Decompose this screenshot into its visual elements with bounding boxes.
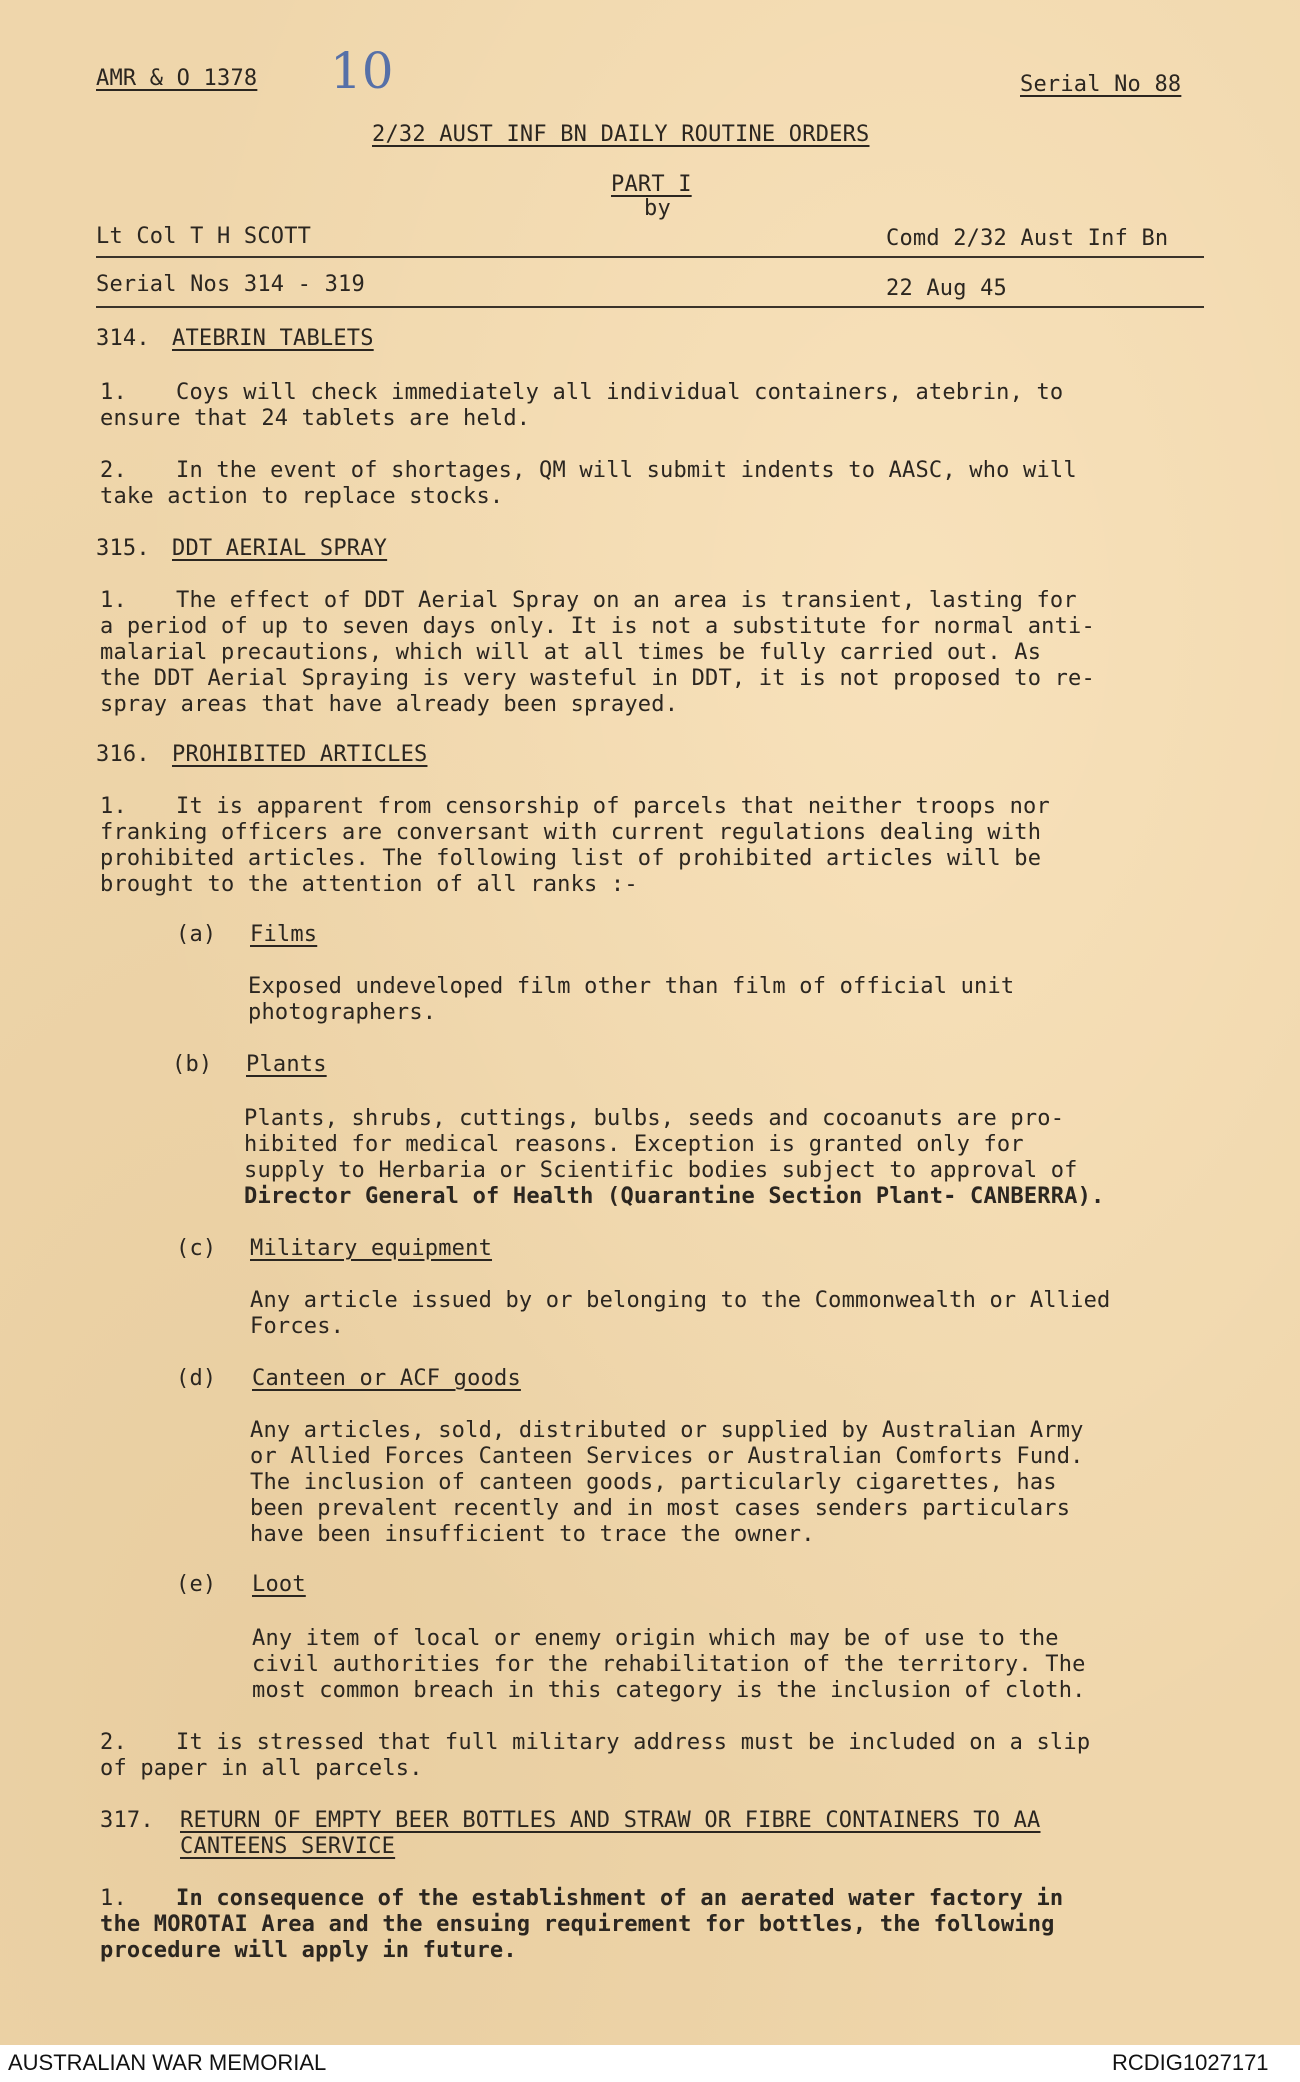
item-c-title: Military equipment xyxy=(250,1236,493,1261)
text-line: The inclusion of canteen goods, particularly cigarettes, has xyxy=(250,1470,1057,1495)
text-line: In consequence of the establishment of an aerated water factory in xyxy=(176,1886,1064,1911)
serial-number: Serial No 88 xyxy=(1020,72,1182,97)
text-line: In the event of shortages, QM will submit indents to AASC, who will xyxy=(176,458,1077,483)
section-316-para-1-number: 1. xyxy=(100,794,127,819)
text-line: Any item of local or enemy origin which may be of use to the xyxy=(252,1626,1059,1651)
text-line: Plants, shrubs, cuttings, bulbs, seeds and cocoanuts are pro- xyxy=(244,1106,1065,1131)
section-316-title: PROHIBITED ARTICLES xyxy=(172,742,428,767)
section-314-para-1-number: 1. xyxy=(100,380,127,405)
handwritten-number: 10 xyxy=(330,42,394,100)
section-316-number: 316. xyxy=(96,742,150,767)
section-314-para-2 xyxy=(100,458,1077,510)
text-line: ensure that 24 tablets are held. xyxy=(100,406,531,431)
footer-institution: AUSTRALIAN WAR MEMORIAL xyxy=(8,2050,327,2075)
header-rule-1 xyxy=(96,256,1204,258)
commander-name: Lt Col T H SCOTT xyxy=(96,224,312,249)
text-line: take action to replace stocks. xyxy=(100,484,504,509)
text-line: a period of up to seven days only. It is not a substitute for normal anti- xyxy=(100,614,1095,639)
text-line: been prevalent recently and in most cases senders particulars xyxy=(250,1496,1071,1521)
text-line: It is stressed that full military address must be included on a slip xyxy=(176,1730,1091,1755)
text-line: the MOROTAI Area and the ensuing requirement for bottles, the following xyxy=(100,1912,1055,1937)
section-317-title-line-1: RETURN OF EMPTY BEER BOTTLES AND STRAW OR FIBRE CONTAINERS TO AA xyxy=(180,1808,1041,1833)
section-316-para-2 xyxy=(100,1730,1090,1782)
text-line: hibited for medical reasons. Exception is granted only for xyxy=(244,1132,1024,1157)
text-line: It is apparent from censorship of parcels that neither troops nor xyxy=(176,794,1050,819)
section-315-number: 315. xyxy=(96,536,150,561)
section-315-title: DDT AERIAL SPRAY xyxy=(172,536,388,561)
footer-record-id: RCDIG1027171 xyxy=(1112,2050,1269,2075)
text-line: Any articles, sold, distributed or supplied by Australian Army xyxy=(250,1418,1084,1443)
section-317-para-1 xyxy=(100,1886,1063,1964)
text-line: most common breach in this category is the inclusion of cloth. xyxy=(252,1678,1086,1703)
section-314-para-1 xyxy=(100,380,1063,432)
item-d-label: (d) xyxy=(176,1366,217,1391)
text-line: spray areas that have already been sprayed. xyxy=(100,692,679,717)
by-label: by xyxy=(644,196,671,221)
section-317-para-1-number: 1. xyxy=(100,1886,127,1911)
order-date: 22 Aug 45 xyxy=(886,276,1008,301)
item-d-title: Canteen or ACF goods xyxy=(252,1366,521,1391)
item-c-label: (c) xyxy=(176,1236,217,1261)
text-line: Any article issued by or belonging to the Commonwealth or Allied xyxy=(250,1288,1111,1313)
section-315-para-1-number: 1. xyxy=(100,588,127,613)
text-line: Exposed undeveloped film other than film of official unit xyxy=(248,974,1015,999)
item-e-text xyxy=(252,1626,1086,1704)
part-heading: PART I xyxy=(611,172,692,197)
form-reference: AMR & O 1378 xyxy=(96,66,258,91)
section-314-para-2-number: 2. xyxy=(100,458,127,483)
text-line: the DDT Aerial Spraying is very wasteful in DDT, it is not proposed to re- xyxy=(100,666,1095,691)
text-line: photographers. xyxy=(248,1000,437,1025)
item-d-text xyxy=(250,1418,1084,1548)
text-line: supply to Herbaria or Scientific bodies subject to approval of xyxy=(244,1158,1078,1183)
text-line: or Allied Forces Canteen Services or Australian Comforts Fund. xyxy=(250,1444,1084,1469)
text-line: Forces. xyxy=(250,1314,345,1339)
text-line: Coys will check immediately all individual containers, atebrin, to xyxy=(176,380,1064,405)
command-title: Comd 2/32 Aust Inf Bn xyxy=(886,226,1169,251)
item-a-text xyxy=(248,974,1014,1026)
section-317-title-line-2: CANTEENS SERVICE xyxy=(180,1834,396,1859)
section-316-para-1 xyxy=(100,794,1050,898)
item-b-text xyxy=(244,1106,1105,1210)
section-314-number: 314. xyxy=(96,326,150,351)
text-line: prohibited articles. The following list of prohibited articles will be xyxy=(100,846,1042,871)
text-line: civil authorities for the rehabilitation of the territory. The xyxy=(252,1652,1086,1677)
section-314-title: ATEBRIN TABLETS xyxy=(172,326,374,351)
item-b-label: (b) xyxy=(172,1052,213,1077)
text-line: procedure will apply in future. xyxy=(100,1938,517,1963)
text-line: of paper in all parcels. xyxy=(100,1756,423,1781)
section-316-para-2-number: 2. xyxy=(100,1730,127,1755)
text-line: brought to the attention of all ranks :- xyxy=(100,872,638,897)
text-line: have been insufficient to trace the owner. xyxy=(250,1522,815,1547)
text-line: franking officers are conversant with current regulations dealing with xyxy=(100,820,1042,845)
item-e-label: (e) xyxy=(176,1572,217,1597)
item-a-label: (a) xyxy=(176,922,217,947)
text-line: The effect of DDT Aerial Spray on an area is transient, lasting for xyxy=(176,588,1077,613)
item-c-text xyxy=(250,1288,1111,1340)
section-315-para-1 xyxy=(100,588,1095,718)
text-line: malarial precautions, which will at all times be fully carried out. As xyxy=(100,640,1042,665)
serial-numbers: Serial Nos 314 - 319 xyxy=(96,272,365,297)
item-a-title: Films xyxy=(250,922,318,947)
item-e-title: Loot xyxy=(252,1572,306,1597)
item-b-title: Plants xyxy=(246,1052,327,1077)
text-line: Director General of Health (Quarantine Section Plant- CANBERRA). xyxy=(244,1184,1105,1209)
header-rule-2 xyxy=(96,306,1204,308)
section-317-number: 317. xyxy=(100,1808,154,1833)
document-title: 2/32 AUST INF BN DAILY ROUTINE ORDERS xyxy=(372,122,870,147)
